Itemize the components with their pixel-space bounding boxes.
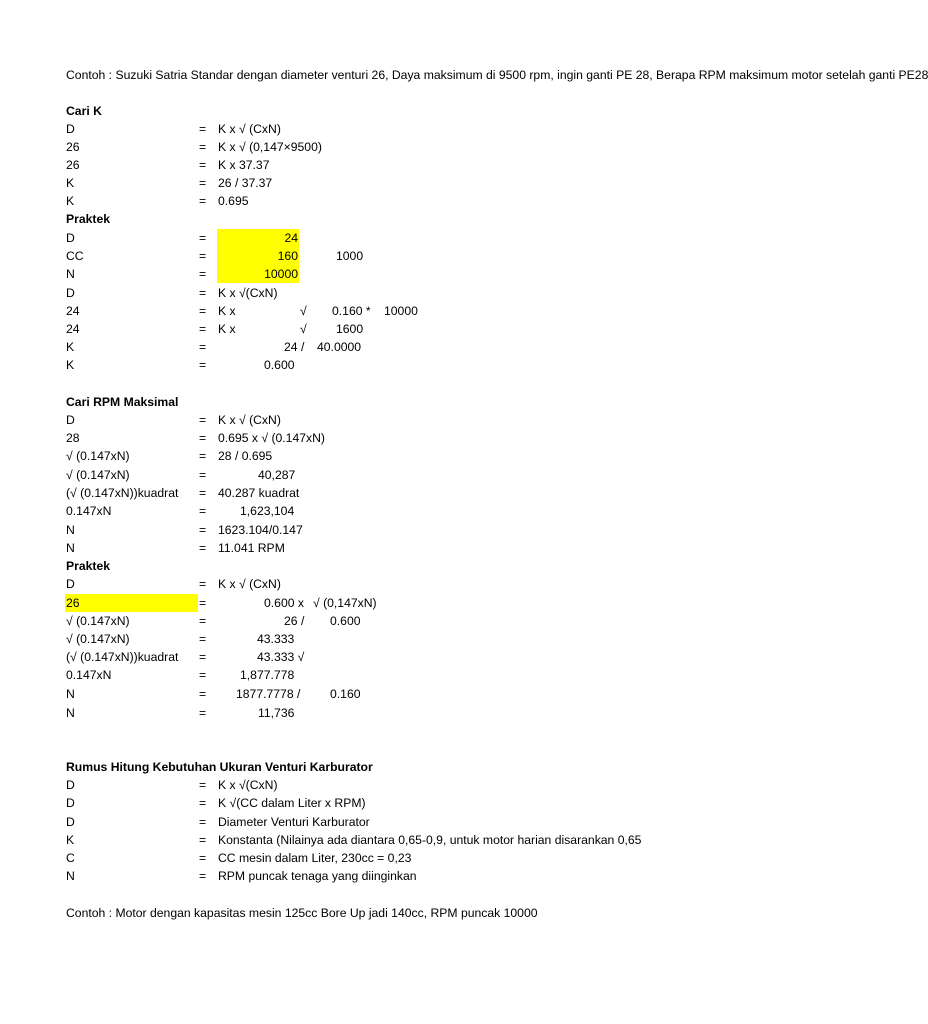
cell-eq: = xyxy=(199,632,207,646)
cell-label: K xyxy=(66,833,75,847)
table-row xyxy=(0,156,768,174)
cell-label: D xyxy=(66,122,75,136)
cell-eq: = xyxy=(199,304,207,318)
table-row xyxy=(0,867,768,885)
table-row xyxy=(0,630,768,648)
table-row xyxy=(0,411,768,429)
cell-eq: = xyxy=(199,778,207,792)
cell-value: K x xyxy=(218,322,236,336)
cell-value: 0.600 x xyxy=(264,596,304,610)
table-row xyxy=(0,539,768,557)
table-row xyxy=(0,776,768,794)
cell-label: N xyxy=(66,541,75,555)
cell-eq: = xyxy=(199,541,207,555)
cell-value: 40.287 kuadrat xyxy=(218,486,300,500)
section-k-title-row xyxy=(0,102,768,120)
cell-label: N xyxy=(66,869,75,883)
cell-value: 1,623,104 xyxy=(240,504,295,518)
table-row xyxy=(0,575,768,593)
cell-eq: = xyxy=(199,614,207,628)
cell-value: 28 / 0.695 xyxy=(218,449,273,463)
table-row xyxy=(0,521,768,539)
cell-eq: = xyxy=(199,815,207,829)
cell-eq: = xyxy=(199,869,207,883)
cell-label: (√ (0.147xN))kuadrat xyxy=(66,486,179,500)
table-row xyxy=(0,284,768,302)
table-row xyxy=(0,192,768,210)
cell-eq: = xyxy=(199,140,207,154)
table-row xyxy=(0,704,768,722)
cell-label: C xyxy=(66,851,75,865)
cell-label: √ (0.147xN) xyxy=(66,614,130,628)
cell-eq: = xyxy=(199,431,207,445)
cell-value: K x √(CxN) xyxy=(218,286,278,300)
cell-value: 1000 xyxy=(336,249,364,263)
table-row xyxy=(0,265,768,283)
table-row xyxy=(0,356,768,374)
section-rumus-title: Rumus Hitung Kebutuhan Ukuran Venturi Karburator xyxy=(66,760,373,774)
table-row xyxy=(0,666,768,684)
root-symbol: √ xyxy=(300,304,307,318)
cell-eq: = xyxy=(199,122,207,136)
cell-value: 0.600 xyxy=(264,358,295,372)
cell-eq: = xyxy=(199,286,207,300)
cell-eq: = xyxy=(199,322,207,336)
cell-eq: = xyxy=(199,340,207,354)
cell-label: CC xyxy=(66,249,84,263)
section-rpm-title: Cari RPM Maksimal xyxy=(66,395,179,409)
table-row xyxy=(0,447,768,465)
cell-value: K x √ (CxN) xyxy=(218,413,281,427)
cell-label: D xyxy=(66,413,75,427)
cell-value: 0.160 * xyxy=(332,304,371,318)
cell-value: 10000 xyxy=(384,304,418,318)
cell-value: Konstanta (Nilainya ada diantara 0,65-0,9, untuk motor harian disarankan 0,65 xyxy=(218,833,642,847)
cell-eq: = xyxy=(199,504,207,518)
cell-value: K x √ (CxN) xyxy=(218,122,281,136)
intro-row xyxy=(0,66,928,84)
praktek-rpm-title-row xyxy=(0,557,768,575)
highlighted-input-cell[interactable]: 160 xyxy=(217,247,299,265)
table-row xyxy=(0,338,768,356)
outro-row xyxy=(0,904,768,922)
cell-value: 40,287 xyxy=(258,468,296,482)
cell-value: 0.695 xyxy=(218,194,249,208)
cell-label: N xyxy=(66,687,75,701)
highlighted-input-cell[interactable]: 26 xyxy=(65,594,198,612)
cell-label: D xyxy=(66,815,75,829)
cell-eq: = xyxy=(199,158,207,172)
outro-text: Contoh : Motor dengan kapasitas mesin 125cc Bore Up jadi 140cc, RPM puncak 10000 xyxy=(66,906,538,920)
cell-value: 11,736 xyxy=(258,706,295,720)
cell-value: Diameter Venturi Karburator xyxy=(218,815,370,829)
cell-value: 26 / xyxy=(284,614,305,628)
cell-eq: = xyxy=(199,176,207,190)
table-row xyxy=(0,831,768,849)
cell-label: D xyxy=(66,778,75,792)
cell-label: 26 xyxy=(66,158,80,172)
cell-value: CC mesin dalam Liter, 230cc = 0,23 xyxy=(218,851,412,865)
cell-value: K x √ (0,147×9500) xyxy=(218,140,322,154)
cell-label: N xyxy=(66,523,75,537)
cell-value: 26 / 37.37 xyxy=(218,176,273,190)
cell-value: 11.041 RPM xyxy=(218,541,285,555)
cell-label: D xyxy=(66,577,75,591)
cell-eq: = xyxy=(199,523,207,537)
cell-eq: = xyxy=(199,833,207,847)
cell-eq: = xyxy=(199,249,207,263)
cell-value: 1877.7778 / xyxy=(236,687,301,701)
cell-value: 1,877.778 xyxy=(240,668,295,682)
table-row xyxy=(0,247,768,265)
cell-value: 0.695 x √ (0.147xN) xyxy=(218,431,325,445)
cell-value: 43.333 xyxy=(257,632,295,646)
section-rpm-title-row xyxy=(0,393,768,411)
cell-label: √ (0.147xN) xyxy=(66,468,130,482)
cell-eq: = xyxy=(199,468,207,482)
cell-value: 0.160 xyxy=(330,687,361,701)
table-row xyxy=(0,302,768,320)
cell-eq: = xyxy=(199,650,207,664)
cell-label: √ (0.147xN) xyxy=(66,449,130,463)
cell-label: D xyxy=(66,286,75,300)
table-row xyxy=(0,594,768,612)
cell-value: K x xyxy=(218,304,236,318)
table-row xyxy=(0,648,768,666)
highlighted-input-cell[interactable]: 24 xyxy=(217,229,299,247)
section-rumus-title-row xyxy=(0,758,768,776)
cell-eq: = xyxy=(199,851,207,865)
cell-eq: = xyxy=(199,706,207,720)
intro-text: Contoh : Suzuki Satria Standar dengan diameter venturi 26, Daya maksimum di 9500 rpm, ingin ganti PE 28, Berapa RPM maksimum motor setelah ganti PE28 xyxy=(66,68,928,82)
cell-value: 1623.104/0.147 xyxy=(218,523,303,537)
cell-label: 28 xyxy=(66,431,80,445)
cell-value: 43.333 √ xyxy=(257,650,305,664)
cell-label: N xyxy=(66,267,75,281)
cell-label: K xyxy=(66,358,75,372)
cell-eq: = xyxy=(199,267,207,281)
cell-eq: = xyxy=(199,449,207,463)
cell-value: RPM puncak tenaga yang diinginkan xyxy=(218,869,417,883)
cell-eq: = xyxy=(199,231,207,245)
table-row xyxy=(0,320,768,338)
cell-value: 0.600 xyxy=(330,614,361,628)
cell-value: 24 / xyxy=(284,340,305,354)
cell-eq: = xyxy=(199,486,207,500)
table-row xyxy=(0,794,768,812)
cell-eq: = xyxy=(199,596,207,610)
cell-label: K xyxy=(66,176,75,190)
cell-eq: = xyxy=(199,687,207,701)
cell-label: 24 xyxy=(66,322,80,336)
root-symbol: √ xyxy=(300,322,307,336)
cell-value: √ (0,147xN) xyxy=(313,596,377,610)
cell-label: √ (0.147xN) xyxy=(66,632,130,646)
table-row xyxy=(0,849,768,867)
cell-label: K xyxy=(66,194,75,208)
table-row xyxy=(0,138,768,156)
cell-label: 0.147xN xyxy=(66,668,112,682)
cell-label: 0.147xN xyxy=(66,504,112,518)
cell-eq: = xyxy=(199,796,207,810)
cell-eq: = xyxy=(199,358,207,372)
cell-label: 24 xyxy=(66,304,80,318)
cell-label: (√ (0.147xN))kuadrat xyxy=(66,650,179,664)
cell-value: 40.0000 xyxy=(317,340,362,354)
table-row xyxy=(0,120,768,138)
table-row xyxy=(0,174,768,192)
table-row xyxy=(0,813,768,831)
cell-value: K x √(CxN) xyxy=(218,778,278,792)
cell-label: N xyxy=(66,706,75,720)
table-row xyxy=(0,502,768,520)
cell-eq: = xyxy=(199,668,207,682)
cell-value: K x 37.37 xyxy=(218,158,270,172)
cell-value: K x √ (CxN) xyxy=(218,577,281,591)
cell-label: 26 xyxy=(66,140,80,154)
table-row xyxy=(0,229,768,247)
cell-eq: = xyxy=(199,413,207,427)
section-k-title: Cari K xyxy=(66,104,102,118)
cell-label: K xyxy=(66,340,75,354)
table-row xyxy=(0,685,768,703)
cell-value: 1600 xyxy=(336,322,364,336)
highlighted-input-cell[interactable]: 10000 xyxy=(217,265,299,283)
cell-eq: = xyxy=(199,194,207,208)
praktek-k-title: Praktek xyxy=(66,212,111,226)
praktek-k-title-row xyxy=(0,210,768,228)
cell-label: D xyxy=(66,796,75,810)
table-row xyxy=(0,484,768,502)
cell-eq: = xyxy=(199,577,207,591)
cell-value: K √(CC dalam Liter x RPM) xyxy=(218,796,366,810)
table-row xyxy=(0,429,768,447)
praktek-rpm-title: Praktek xyxy=(66,559,111,573)
cell-label: D xyxy=(66,231,75,245)
table-row xyxy=(0,612,768,630)
table-row xyxy=(0,466,768,484)
